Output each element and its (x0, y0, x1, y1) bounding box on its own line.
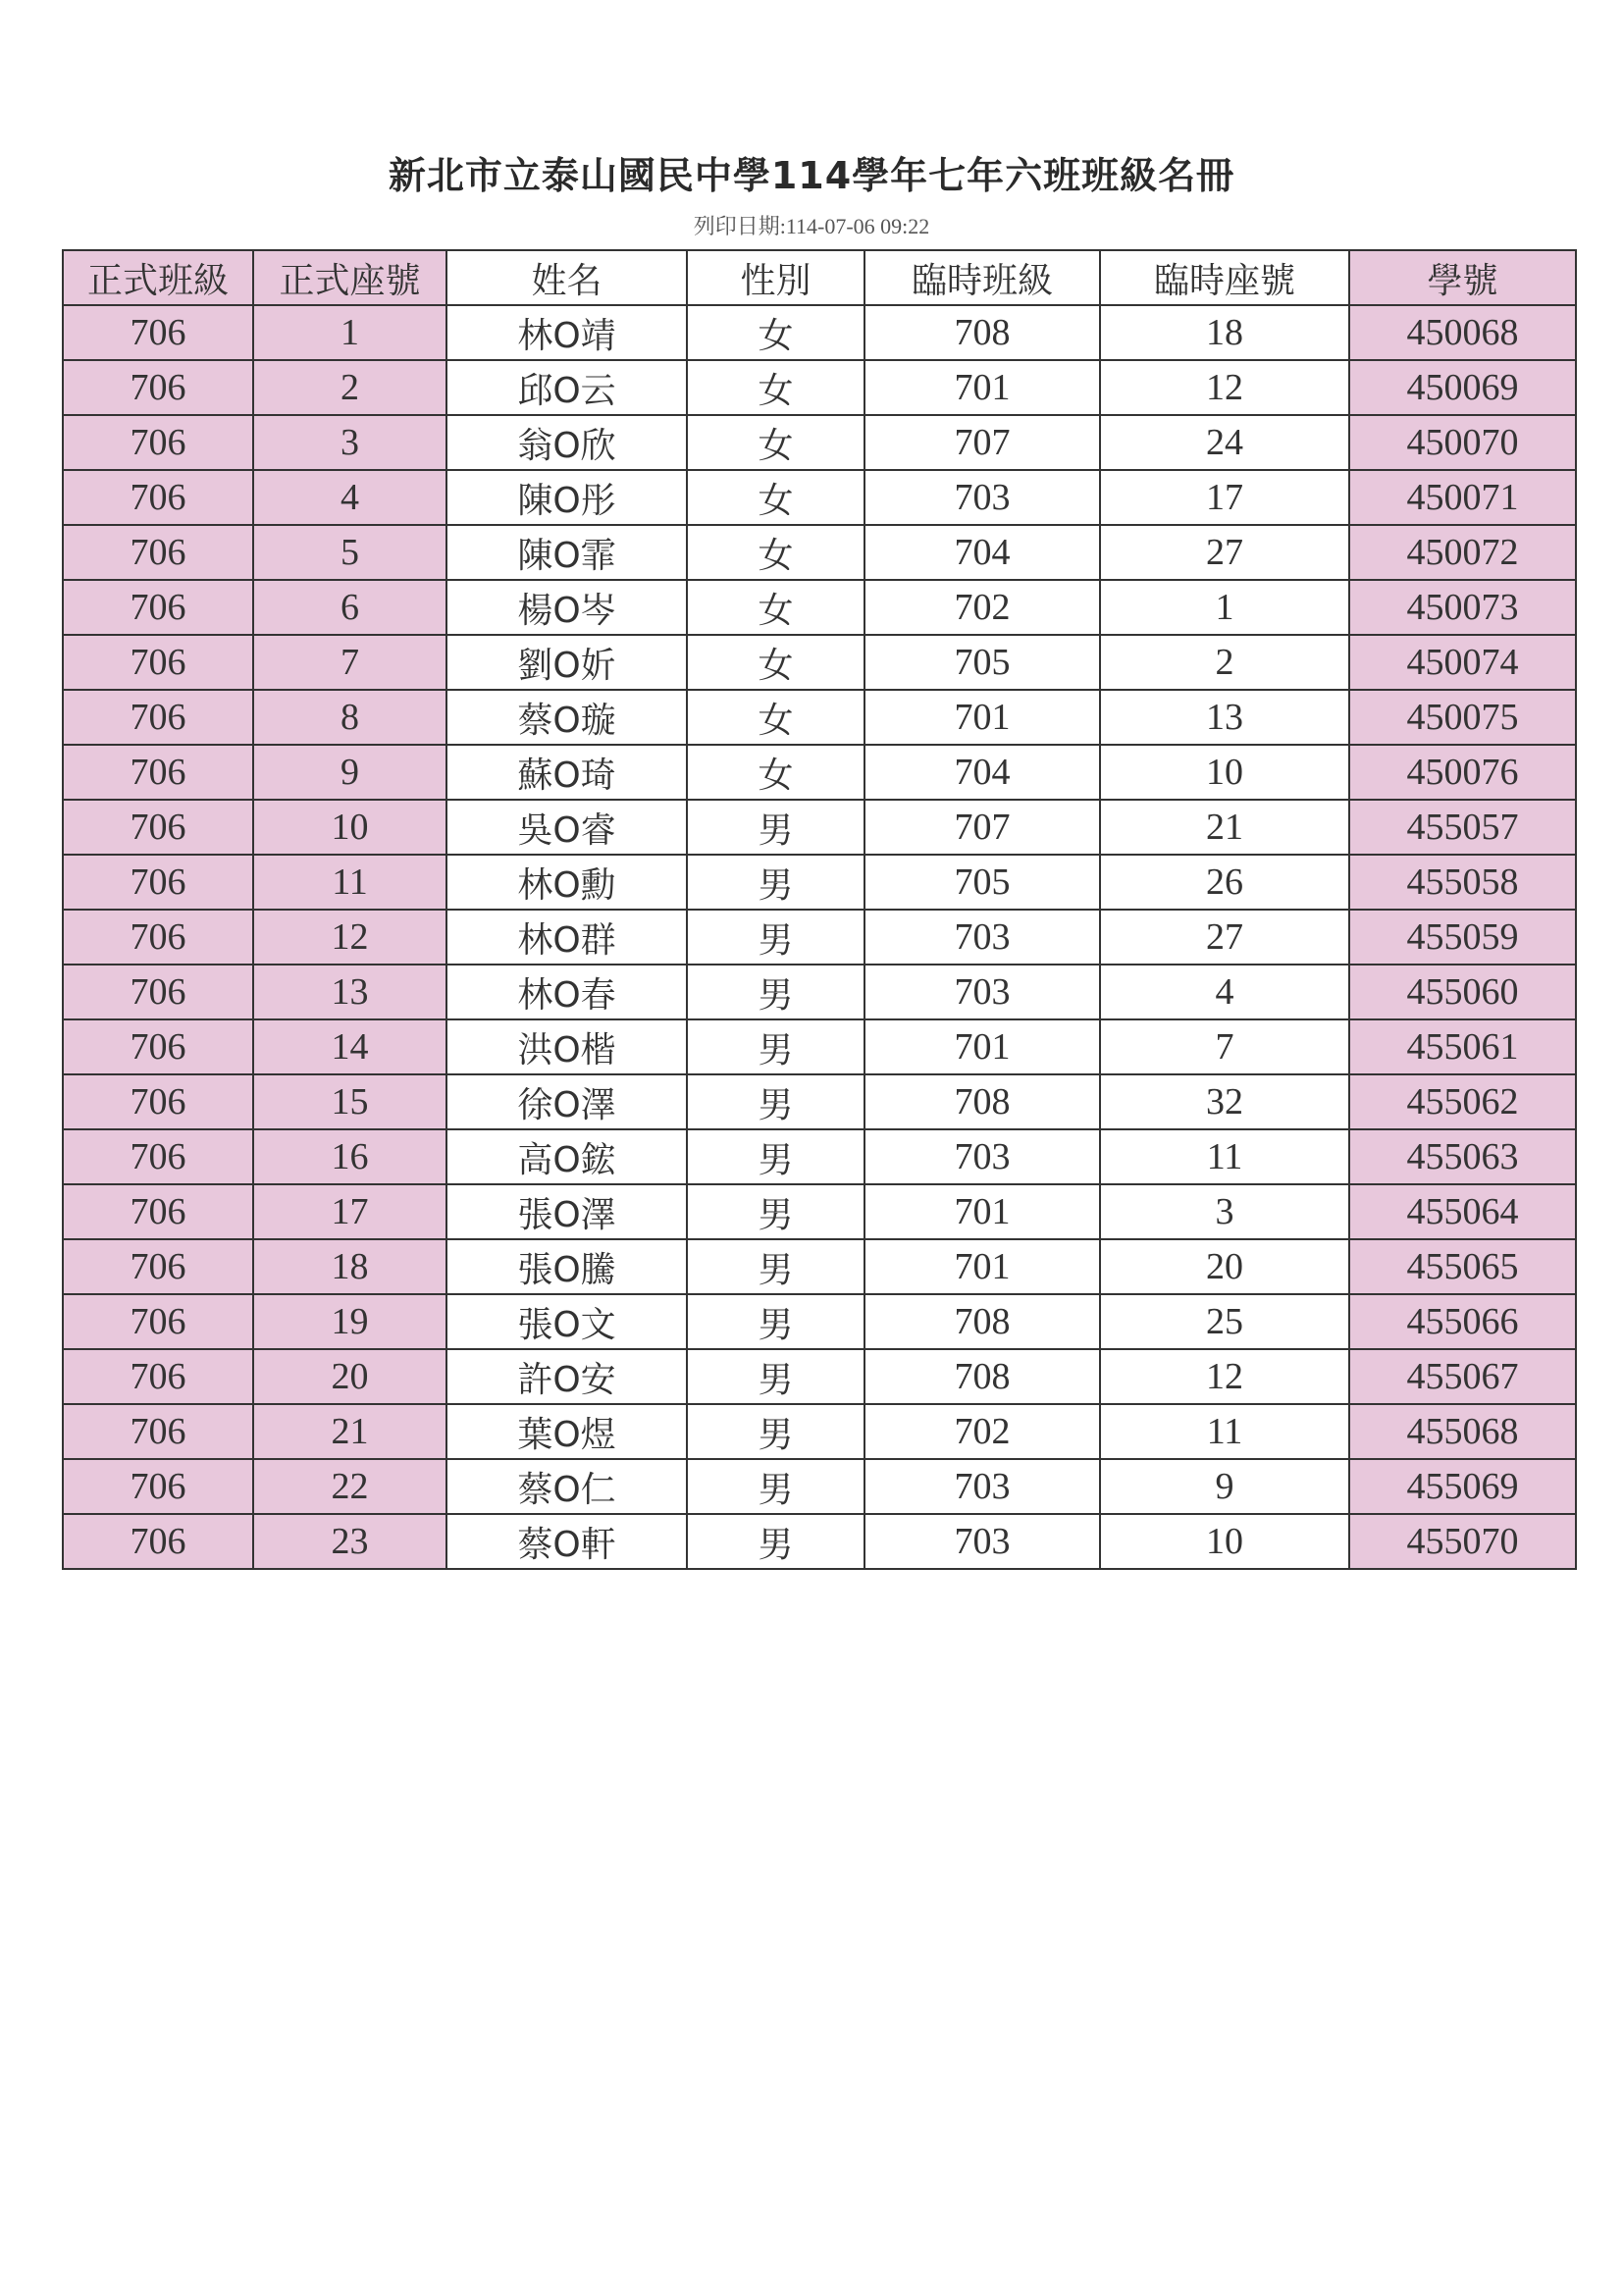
cell-official-class: 706 (63, 415, 253, 470)
cell-student-id: 455058 (1349, 855, 1576, 910)
cell-temp-seat: 7 (1100, 1019, 1349, 1074)
cell-official-seat: 6 (253, 580, 446, 635)
cell-student-id: 455059 (1349, 910, 1576, 965)
cell-gender: 男 (687, 1019, 864, 1074)
cell-official-class: 706 (63, 470, 253, 525)
cell-name: 蔡O仁 (446, 1459, 687, 1514)
cell-official-seat: 8 (253, 690, 446, 745)
cell-official-seat: 14 (253, 1019, 446, 1074)
cell-official-seat: 5 (253, 525, 446, 580)
cell-temp-class: 705 (864, 855, 1100, 910)
cell-name: 洪O楷 (446, 1019, 687, 1074)
table-row (63, 1459, 1576, 1514)
cell-official-class: 706 (63, 360, 253, 415)
cell-temp-seat: 4 (1100, 965, 1349, 1019)
header-name: 姓名 (446, 250, 687, 305)
cell-temp-class: 703 (864, 1129, 1100, 1184)
cell-official-class: 706 (63, 305, 253, 360)
cell-name: 葉O煜 (446, 1404, 687, 1459)
cell-temp-class: 705 (864, 635, 1100, 690)
cell-gender: 男 (687, 1239, 864, 1294)
table-row (63, 525, 1576, 580)
cell-name: 陳O霏 (446, 525, 687, 580)
cell-temp-class: 701 (864, 1019, 1100, 1074)
cell-official-seat: 21 (253, 1404, 446, 1459)
cell-gender: 女 (687, 745, 864, 800)
cell-name: 蘇O琦 (446, 745, 687, 800)
cell-temp-class: 703 (864, 470, 1100, 525)
cell-official-class: 706 (63, 910, 253, 965)
cell-official-class: 706 (63, 690, 253, 745)
cell-gender: 男 (687, 910, 864, 965)
cell-temp-seat: 11 (1100, 1129, 1349, 1184)
class-roster-table (62, 249, 1577, 1570)
cell-gender: 女 (687, 635, 864, 690)
table-row (63, 690, 1576, 745)
cell-gender: 女 (687, 580, 864, 635)
cell-official-class: 706 (63, 1129, 253, 1184)
cell-official-seat: 17 (253, 1184, 446, 1239)
cell-gender: 男 (687, 1184, 864, 1239)
header-gender: 性別 (687, 250, 864, 305)
table-row (63, 305, 1576, 360)
cell-student-id: 455066 (1349, 1294, 1576, 1349)
cell-gender: 男 (687, 1349, 864, 1404)
cell-gender: 男 (687, 1459, 864, 1514)
cell-temp-class: 708 (864, 305, 1100, 360)
cell-student-id: 455070 (1349, 1514, 1576, 1569)
cell-official-seat: 1 (253, 305, 446, 360)
cell-student-id: 455067 (1349, 1349, 1576, 1404)
cell-name: 張O文 (446, 1294, 687, 1349)
table-row (63, 1349, 1576, 1404)
cell-official-class: 706 (63, 580, 253, 635)
cell-temp-class: 708 (864, 1294, 1100, 1349)
table-row (63, 1514, 1576, 1569)
cell-gender: 男 (687, 800, 864, 855)
cell-temp-class: 707 (864, 800, 1100, 855)
cell-student-id: 455065 (1349, 1239, 1576, 1294)
cell-official-seat: 16 (253, 1129, 446, 1184)
table-row (63, 965, 1576, 1019)
cell-student-id: 450076 (1349, 745, 1576, 800)
cell-temp-seat: 10 (1100, 1514, 1349, 1569)
cell-official-class: 706 (63, 800, 253, 855)
cell-name: 蔡O軒 (446, 1514, 687, 1569)
cell-student-id: 455068 (1349, 1404, 1576, 1459)
table-row (63, 360, 1576, 415)
cell-gender: 女 (687, 415, 864, 470)
cell-name: 吳O睿 (446, 800, 687, 855)
table-row (63, 745, 1576, 800)
table-row (63, 415, 1576, 470)
table-row (63, 1129, 1576, 1184)
cell-official-seat: 4 (253, 470, 446, 525)
cell-student-id: 455063 (1349, 1129, 1576, 1184)
cell-name: 張O澤 (446, 1184, 687, 1239)
table-row (63, 580, 1576, 635)
cell-temp-seat: 18 (1100, 305, 1349, 360)
table-row (63, 1019, 1576, 1074)
cell-name: 許O安 (446, 1349, 687, 1404)
cell-student-id: 450068 (1349, 305, 1576, 360)
cell-student-id: 455064 (1349, 1184, 1576, 1239)
cell-gender: 男 (687, 965, 864, 1019)
table-row (63, 1074, 1576, 1129)
cell-temp-class: 703 (864, 1514, 1100, 1569)
document-title: 新北市立泰山國民中學114學年七年六班班級名冊 (388, 154, 1235, 197)
cell-student-id: 450069 (1349, 360, 1576, 415)
cell-temp-seat: 26 (1100, 855, 1349, 910)
cell-name: 林O勳 (446, 855, 687, 910)
cell-name: 劉O妡 (446, 635, 687, 690)
cell-official-seat: 7 (253, 635, 446, 690)
cell-gender: 男 (687, 1404, 864, 1459)
cell-name: 蔡O璇 (446, 690, 687, 745)
cell-student-id: 450071 (1349, 470, 1576, 525)
table-row (63, 470, 1576, 525)
cell-temp-class: 708 (864, 1074, 1100, 1129)
cell-official-class: 706 (63, 525, 253, 580)
cell-official-class: 706 (63, 1294, 253, 1349)
cell-name: 邱O云 (446, 360, 687, 415)
cell-temp-class: 702 (864, 580, 1100, 635)
table-row (63, 1184, 1576, 1239)
cell-student-id: 450075 (1349, 690, 1576, 745)
cell-student-id: 450074 (1349, 635, 1576, 690)
cell-temp-seat: 9 (1100, 1459, 1349, 1514)
cell-official-seat: 12 (253, 910, 446, 965)
cell-gender: 男 (687, 1514, 864, 1569)
header-official-seat: 正式座號 (253, 250, 446, 305)
cell-temp-seat: 25 (1100, 1294, 1349, 1349)
cell-official-class: 706 (63, 855, 253, 910)
cell-name: 林O春 (446, 965, 687, 1019)
cell-temp-seat: 11 (1100, 1404, 1349, 1459)
table-row (63, 1404, 1576, 1459)
header-temp-seat: 臨時座號 (1100, 250, 1349, 305)
cell-official-seat: 2 (253, 360, 446, 415)
header-temp-class: 臨時班級 (864, 250, 1100, 305)
cell-temp-class: 704 (864, 525, 1100, 580)
cell-temp-seat: 27 (1100, 525, 1349, 580)
cell-temp-seat: 13 (1100, 690, 1349, 745)
cell-gender: 男 (687, 1074, 864, 1129)
cell-gender: 女 (687, 470, 864, 525)
cell-name: 林O靖 (446, 305, 687, 360)
cell-student-id: 455060 (1349, 965, 1576, 1019)
cell-temp-seat: 20 (1100, 1239, 1349, 1294)
cell-official-class: 706 (63, 635, 253, 690)
roster-body (63, 305, 1576, 1569)
cell-official-class: 706 (63, 1514, 253, 1569)
cell-official-seat: 18 (253, 1239, 446, 1294)
cell-temp-class: 704 (864, 745, 1100, 800)
print-date: 列印日期:114-07-06 09:22 (693, 214, 930, 238)
cell-name: 張O騰 (446, 1239, 687, 1294)
cell-temp-class: 701 (864, 1184, 1100, 1239)
cell-official-class: 706 (63, 1459, 253, 1514)
cell-temp-seat: 27 (1100, 910, 1349, 965)
cell-temp-class: 703 (864, 910, 1100, 965)
cell-official-seat: 20 (253, 1349, 446, 1404)
cell-official-seat: 15 (253, 1074, 446, 1129)
table-row (63, 800, 1576, 855)
cell-temp-class: 703 (864, 965, 1100, 1019)
cell-gender: 女 (687, 525, 864, 580)
cell-official-seat: 9 (253, 745, 446, 800)
cell-temp-class: 708 (864, 1349, 1100, 1404)
cell-temp-class: 701 (864, 360, 1100, 415)
table-row (63, 910, 1576, 965)
cell-temp-class: 701 (864, 690, 1100, 745)
cell-gender: 男 (687, 1294, 864, 1349)
cell-temp-seat: 1 (1100, 580, 1349, 635)
cell-official-class: 706 (63, 1349, 253, 1404)
cell-student-id: 455057 (1349, 800, 1576, 855)
cell-name: 高O鋐 (446, 1129, 687, 1184)
cell-official-seat: 11 (253, 855, 446, 910)
cell-temp-seat: 17 (1100, 470, 1349, 525)
table-row (63, 1294, 1576, 1349)
cell-official-seat: 10 (253, 800, 446, 855)
cell-gender: 男 (687, 855, 864, 910)
cell-official-class: 706 (63, 1404, 253, 1459)
cell-student-id: 455069 (1349, 1459, 1576, 1514)
table-row (63, 855, 1576, 910)
header-student-id: 學號 (1349, 250, 1576, 305)
cell-student-id: 450070 (1349, 415, 1576, 470)
cell-student-id: 455061 (1349, 1019, 1576, 1074)
cell-official-class: 706 (63, 1019, 253, 1074)
cell-student-id: 455062 (1349, 1074, 1576, 1129)
cell-temp-seat: 10 (1100, 745, 1349, 800)
cell-temp-class: 702 (864, 1404, 1100, 1459)
cell-official-seat: 3 (253, 415, 446, 470)
cell-gender: 女 (687, 690, 864, 745)
cell-temp-seat: 24 (1100, 415, 1349, 470)
cell-gender: 男 (687, 1129, 864, 1184)
cell-temp-class: 707 (864, 415, 1100, 470)
cell-temp-seat: 3 (1100, 1184, 1349, 1239)
cell-name: 楊O岑 (446, 580, 687, 635)
cell-student-id: 450073 (1349, 580, 1576, 635)
cell-temp-seat: 21 (1100, 800, 1349, 855)
cell-temp-seat: 12 (1100, 1349, 1349, 1404)
cell-gender: 女 (687, 305, 864, 360)
table-row (63, 1239, 1576, 1294)
cell-temp-class: 701 (864, 1239, 1100, 1294)
cell-name: 林O群 (446, 910, 687, 965)
cell-temp-seat: 2 (1100, 635, 1349, 690)
cell-temp-seat: 12 (1100, 360, 1349, 415)
cell-official-class: 706 (63, 1184, 253, 1239)
cell-official-class: 706 (63, 745, 253, 800)
cell-official-seat: 13 (253, 965, 446, 1019)
cell-temp-class: 703 (864, 1459, 1100, 1514)
cell-official-seat: 22 (253, 1459, 446, 1514)
cell-official-class: 706 (63, 965, 253, 1019)
header-official-class: 正式班級 (63, 250, 253, 305)
cell-student-id: 450072 (1349, 525, 1576, 580)
cell-temp-seat: 32 (1100, 1074, 1349, 1129)
table-row (63, 635, 1576, 690)
cell-name: 翁O欣 (446, 415, 687, 470)
cell-official-seat: 23 (253, 1514, 446, 1569)
cell-official-class: 706 (63, 1074, 253, 1129)
cell-official-class: 706 (63, 1239, 253, 1294)
header-row (63, 250, 1576, 305)
cell-official-seat: 19 (253, 1294, 446, 1349)
cell-gender: 女 (687, 360, 864, 415)
cell-name: 徐O澤 (446, 1074, 687, 1129)
cell-name: 陳O彤 (446, 470, 687, 525)
